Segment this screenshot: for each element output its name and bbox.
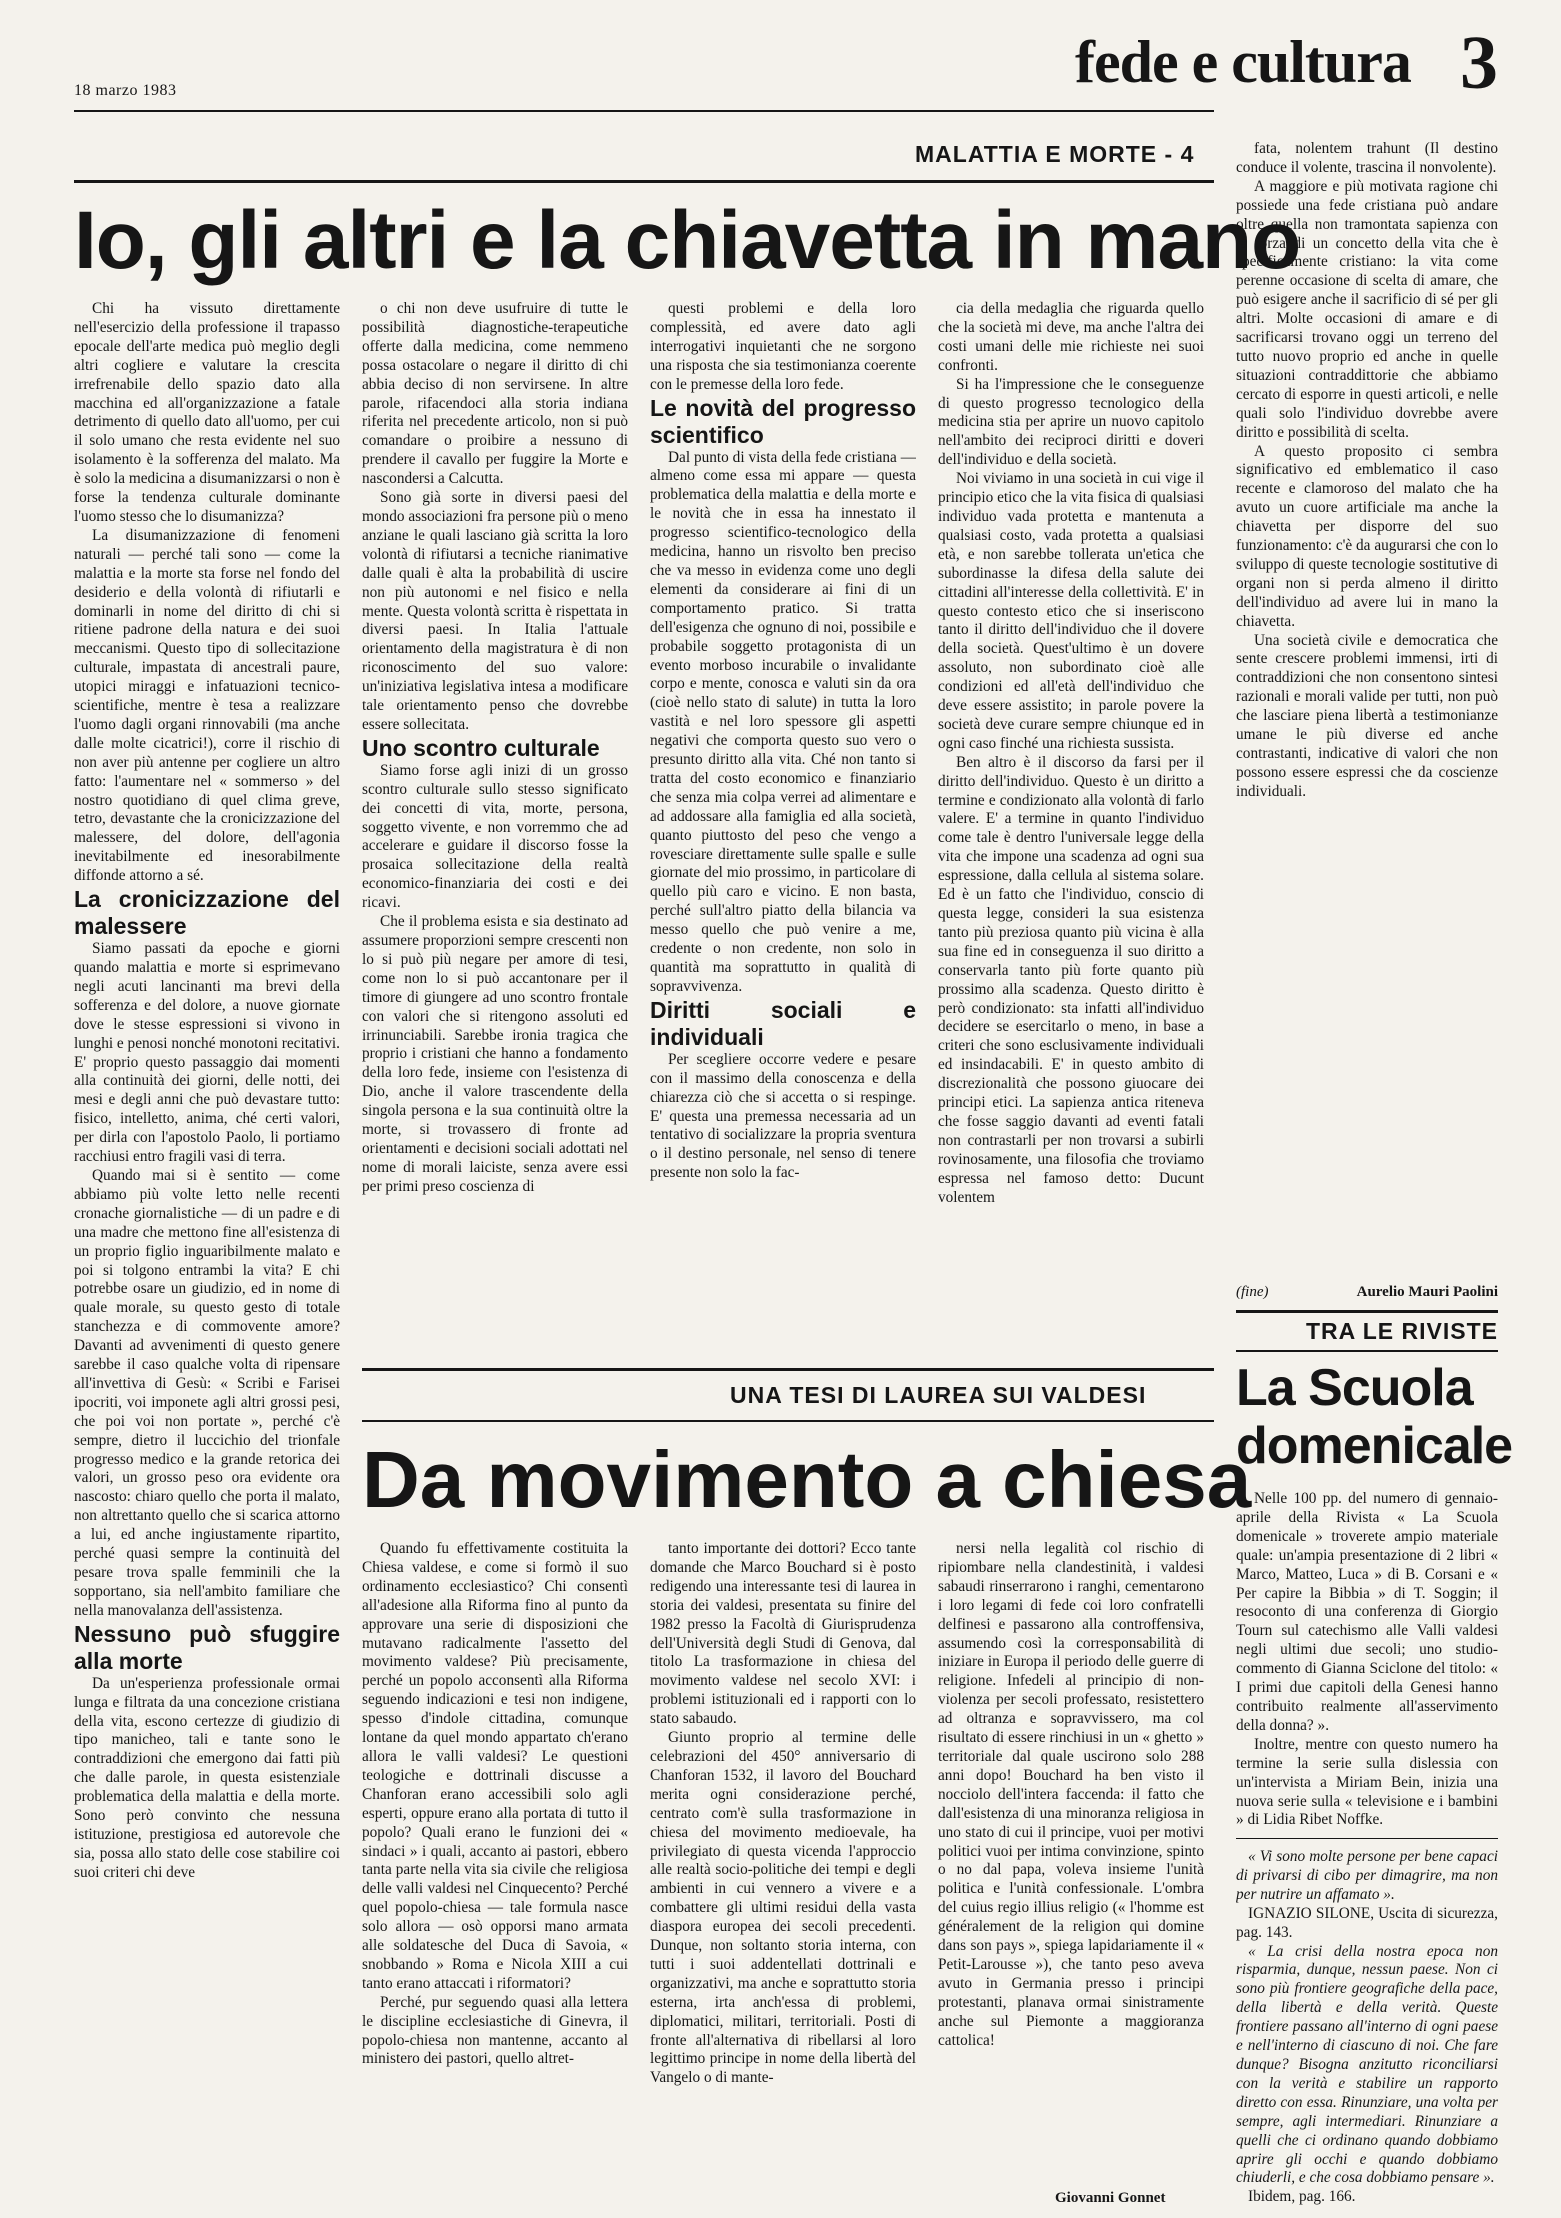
quote-box	[1236, 1848, 1498, 2213]
paragraph: nersi nella legalità col rischio di ripiombare nella clandestinità, i valdesi sabaudi rinserrarono i ranghi, cementarono i loro legami di fede coi loro confratelli delfinesi e passarono alla controffensiva, assumendo così la corresponsabilità di iniziare in Europa il periodo delle guerre di religione. Infedeli al principio di non-violenza per secoli professato, resistettero ad oltranza e sopravvissero, ma col risultato di essere rinchiusi in un « ghetto » territoriale dal quale uscirono solo 288 anni dopo! Bouchard ha ben visto il nocciolo dell'intera faccenda: il fatto che dall'esistenza di una minoranza religiosa in uno stato di cui il principe, vuoi per motivi politici vuoi per intima convinzione, spinto o no dal papa, voleva insieme l'unità politica e l'unità confessionale. L'ombra del cuius regio illius religio (« l'homme est généralement de la religion qui domine dans son pays », spiega lapidariamente il « Petit-Larousse »), che tanto peso aveva avuto in Germania presso i principi protestanti, planava ormai sinistramente anche sul Piemonte a maggioranza cattolica!	[938, 1540, 1204, 2049]
riviste-title-line1: La Scuola	[1236, 1359, 1473, 1417]
paragraph: questi problemi e della loro complessità, ed avere dato agli interrogativi inquietanti che ne sorgono una risposta che sia testimonianza coerente con le premesse della loro fede.	[650, 300, 916, 393]
riviste-kicker: TRA LE RIVISTE	[1305, 1318, 1498, 1344]
paragraph: Dal punto di vista della fede cristiana — almeno come essa mi appare — questa problematica della malattia e della morte e le novità che in essa ha innestato il progresso scientifico-tecnologico della medicina, hanno un risvolto ben preciso che va messo in evidenza come uno degli elementi da considerare ai fini di un comportamento pratico. Si tratta dell'esigenza che ognuno di noi, possibile e probabile soggetto protagonista di un evento morboso incurabile o invalidante corpo e mente, conosca e valuti sin da ora (cioè nello stato di salute) in tutta la loro vastità e nel loro spessore gli aspetti negativi che comporta questo suo vero o presunto diritto alla vita. Ché non tanto si tratta del costo economico e finanziario che senza mia colpa verrei ad alimentare e ad addossare alla famiglia ed alla società, quanto piuttosto del peso che vengo a rovesciare direttamente sulle spalle e sulle giornate del mio prossimo, in particolare di quello più caro e vicino. E non basta, perché sull'altro piatto della bilancia va messo quello che può venire a me, credente o non credente, non solo in quantità ma soprattutto in qualità di sopravvivenza.	[650, 448, 916, 995]
article1-column-1	[74, 300, 340, 2210]
article2-top-rule	[362, 1368, 1214, 1371]
article1-top-rule	[74, 180, 1214, 183]
paragraph: Che il problema esista e sia destinato ad assumere proporzioni sempre crescenti non lo si può più negare per amore di tesi, come non lo si può accantonare per il timore di giungere ad uno scontro frontale con valori che si ritengono assoluti ed irrinunciabili. Sarebbe ironia tragica che proprio i cristiani che hanno a fondamento della loro fede, insieme con l'esistenza di Dio, anche il valore trascendente della singola persona e la sua continuità oltre la morte, si trovassero di fronte ad orientamenti e decisioni sociali adottati nel nome di morali laiciste, senza avere essi per primi preso coscienza di	[362, 913, 628, 1195]
article1-column-2	[362, 300, 628, 1345]
paragraph: Chi ha vissuto direttamente nell'esercizio della professione il trapasso epocale dell'arte medica può meglio degli altri cogliere e valutare la crescita irrefrenabile dello spazio dato alla macchina ed all'organizzazione a fatale detrimento di quello dato all'uomo, per cui il solo umano che resta evidente nel suo isolamento è la sofferenza del malato. Ma è solo la medicina a disumanizzarsi o non è forse la tendenza culturale dominante l'uomo stesso che lo disumanizza?	[74, 300, 340, 525]
paragraph: Noi viviamo in una società in cui vige il principio etico che la vita fisica di qualsiasi individuo vada protetta e mantenuta a qualsiasi costo, vada protetta a qualsiasi età, e non sarebbe tollerata un'etica che subordinasse la difesa della salute dei cittadini all'interesse della collettività. E' in questo contesto etico che si inseriscono tanto il diritto dell'individuo che il dovere della società. Quest'ultimo è un dovere assoluto, non subordinato cioè alle condizioni ed all'età dell'individuo che deve essere assistito; in parole povere la società deve curare sempre chiunque ed in ogni caso finché una richiesta sussista.	[938, 470, 1204, 752]
article2-column-3	[938, 1540, 1204, 2170]
paragraph: Ben altro è il discorso da farsi per il diritto dell'individuo. Questo è un diritto a termine e condizionato alla volontà di farlo valere. E' a termine in quanto l'individuo come tale è dentro l'universale legge della vita che impone una scadenza ad ogni sua espressione, dalla cellula al sistema solare. Ed è un fatto che l'individuo, conscio di questa legge, consideri la sua esistenza tanto più preziosa quanto più vicina è alla sua fine ed in conseguenza il suo diritto a conservarla tanto più forte quanto più prossimo alla scadenza. Questo diritto è però condizionato: sta infatti all'individuo decidere se esercitarlo o meno, in base a criteri che sono esclusivamente individuali ed insindacabili. E' in questo ambito di discrezionalità che possono giuocare dei principi etici. La sapienza antica riteneva che fosse saggio davanti ad eventi fatali non contrastarli per non trovarsi a subirli rovinosamente, una filosofia che troviamo espressa nel famoso detto: Ducunt volentem	[938, 753, 1204, 1206]
quote-text: « La crisi della nostra epoca non risparmia, dunque, nessun paese. Non ci sono più frontiere geografiche della pace, della libertà e della verità. Queste frontiere passano all'interno di ogni paese e nell'interno di ciascuno di noi. Che fare dunque? Bisogna anzitutto riconciliarsi con la verità e stabilire un rapporto diretto con essa. Rinunziare, una volta per sempre, agli intermediari. Rinunziare a quelli che ci ordinano quando dobbiamo aprire gli occhi e quando dobbiamo chiuderli, e che cosa dobbiamo pensare ».	[1236, 1942, 1498, 2187]
paragraph: cia della medaglia che riguarda quello che la società mi deve, ma anche l'altra dei costi umani delle mie richieste nei suoi confronti.	[938, 300, 1204, 374]
subheading: Le novità del progresso scientifico	[650, 394, 916, 448]
article2-kicker: UNA TESI DI LAUREA SUI VALDESI	[730, 1382, 1147, 1408]
paragraph: Una società civile e democratica che sente crescere problemi immensi, irti di contraddizioni che non consentono sintesi razionali e morali valide per tutti, non può che lasciare piena libertà a testimonianze umane le più diverse ed anche contrastanti, indicative di valori che non possono essere espressi che da coscienze individuali.	[1236, 631, 1498, 800]
article1-title: Io, gli altri e la chiavetta in mano	[74, 195, 1301, 286]
riviste-body	[1236, 1490, 1498, 1830]
article1-column-4	[938, 300, 1204, 1345]
paragraph: fata, nolentem trahunt (Il destino conduce il volente, trascina il nonvolente).	[1236, 140, 1498, 176]
paragraph: Da un'esperienza professionale ormai lunga e filtrata da una concezione cristiana della vita, escono certezze di giudizio di tipo manicheo, tali e tante sono le contraddizioni che emergono dai fatti più che dalle parole, in questa esistenziale problematica della malattia e della morte. Sono però convinto che nessuna istituzione, prestigiosa ed autorevole che sia, possa allo stato delle cose stabilire coi suoi criteri chi deve	[74, 1674, 340, 1881]
article2-column-1	[362, 1540, 628, 2215]
paragraph: Giunto proprio al termine delle celebrazioni del 450° anniversario di Chanforan 1532, il lavoro del Bouchard merita ogni considerazione perché, centrato com'è sulla trasformazione in chiesa del movimento medioevale, ha privilegiato di questa vicenda l'approccio alle realtà socio-politiche dei tempi e degli ambienti in cui vennero a vivere e a combattere gli ultimi residui della vasta diaspora europea dei secoli precedenti. Dunque, non soltanto storia interna, con tutti i suoi addentellati dottrinali e organizzativi, ma anche e soprattutto storia esterna, irta anch'essa di problemi, diplomatici, militari, territoriali. Posti di fronte all'alternativa di ribellarsi al loro legittimo principe in nome della libertà del Vangelo o di mante-	[650, 1729, 916, 2087]
subheading: Diritti sociali e individuali	[650, 996, 916, 1050]
paragraph: Inoltre, mentre con questo numero ha termine la serie sulla dislessia con un'intervista a Miriam Bein, inizia una nuova serie sulla « televisione e i bambini » di Lidia Ribet Noffke.	[1236, 1735, 1498, 1829]
riviste-title-line2: domenicale	[1236, 1417, 1513, 1475]
article2-title: Da movimento a chiesa	[362, 1435, 1252, 1524]
paragraph: Quando fu effettivamente costituita la Chiesa valdese, e come si formò il suo ordinamento ecclesiastico? Chi consentì all'adesione alla Riforma fino al punto da approvare una serie di disposizioni che mutavano radicalmente l'assetto del movimento valdese? Più precisamente, perché un popolo acconsentì alla Riforma seguendo indicazioni e tesi non indigene, spesso d'indole cittadina, comunque lontane da quel mondo appartato ch'erano allora le valli valdesi? Le questioni teologiche e dottrinali discusse a Chanforan erano accessibili solo agli esperti, oppure erano alla portata di tutto il popolo? Quali erano le funzioni dei « sindaci » i quali, accanto ai pastori, ebbero tanta parte nella vita sia civile che religiosa delle valli valdesi nel Cinquecento? Perché quel popolo-chiesa — tale formula nasce solo allora — osò opporsi mano armata alle soldatesche del Duca di Savoia, « snobbando » Roma e Nicola XIII a cui tanto erano attaccati i riformatori?	[362, 1540, 628, 1992]
paragraph: Nelle 100 pp. del numero di gennaio-aprile della Rivista « La Scuola domenicale » troverete ampio materiale quale: un'ampia presentazione di 2 libri « Marco, Matteo, Luca » di B. Corsani e « Per capire la Bibbia » di T. Soggin; il resoconto di una conferenza di Giorgio Tourn sul catechismo alle Valli valdesi negli ultimi due secoli; uno studio-commento di Gianna Sciclone del titolo: « I primi due capitoli della Genesi hanno contribuito realmente all'asservimento della donna? ».	[1236, 1490, 1498, 1734]
article2-rule	[362, 1420, 1214, 1422]
paragraph: Siamo passati da epoche e giorni quando malattia e morte si esprimevano negli acuti lancinanti ma brevi della sofferenza e del dolore, a nuove giornate dove le stesse espressioni si vivono in lunghi e penosi nonché monotoni recitativi. E' proprio questo passaggio dai momenti alla continuità dei giorni, delle notti, dei mesi e degli anni che può devastare tutto: fisico, intelletto, anima, ché certi valori, per dirla con l'apostolo Paolo, li portiamo racchiusi entro fragili vasi di terra.	[74, 940, 340, 1166]
paragraph: Siamo forse agli inizi di un grosso scontro culturale sullo stesso significato dei concetti di vita, morte, persona, soggetto vivente, e non vorremmo che ad accelerare e guidare il discorso fosse la prosaica sollecitazione della realtà economico-finanziaria dei costi e dei ricavi.	[362, 761, 628, 912]
issue-date: 18 marzo 1983	[74, 82, 177, 99]
article2-column-2	[650, 1540, 916, 2215]
signature-note: (fine)	[1236, 1284, 1269, 1300]
paragraph: A maggiore e più motivata ragione chi possiede una fede cristiana può andare oltre quella non tramontata sapienza con la forza di un concetto della vita che è specificamente cristiano: la vita come perenne occasione di scelta di amare, che può esigere anche il sacrificio di sé per gli altri. Molte occasioni di amare e di sacrificarsi trovano oggi un terreno del tutto nuovo proprio ed anche in quelle situazioni contraddittorie che abbiamo cercato di esporre in questi articoli, e nelle quali solo l'individuo dovrebbe avere diritto e possibilità di scelta.	[1236, 177, 1498, 441]
riviste-top-rule	[1236, 1310, 1498, 1313]
article2-signature: Giovanni Gonnet	[1055, 2190, 1166, 2206]
paragraph: Perché, pur seguendo quasi alla lettera le discipline ecclesiastiche di Ginevra, il popolo-chiesa non mantenne, accanto al ministero dei pastori, quello altret-	[362, 1993, 628, 2068]
article1-kicker: MALATTIA E MORTE - 4	[915, 141, 1195, 167]
article1-column-3	[650, 300, 916, 1345]
quote-text: « Vi sono molte persone per bene capaci di privarsi di cibo per dimagrire, ma non per nutrire un affamato ».	[1236, 1848, 1498, 1903]
riviste-rule	[1236, 1350, 1498, 1352]
article1-signature	[1236, 1284, 1498, 1301]
section-title: fede e cultura	[1075, 29, 1411, 95]
subheading: Uno scontro culturale	[362, 734, 600, 761]
quote-rule	[1236, 1838, 1498, 1839]
paragraph: Si ha l'impressione che le conseguenze di questo progresso tecnologico della medicina stia per aprire un nuovo capitolo nell'ambito dei reciproci diritti e doveri dell'individuo e della società.	[938, 375, 1204, 469]
quote-source: IGNAZIO SILONE, Uscita di sicurezza, pag. 143.	[1236, 1904, 1498, 1941]
header-rule	[74, 110, 1214, 112]
paragraph: Per scegliere occorre vedere e pesare con il massimo della conoscenza e della chiarezza ciò che si accetta o si respinge. E' questa una premessa necessaria ad un tentativo di socializzare la propria sventura o il destino personale, nel senso di tenere presente non solo la fac-	[650, 1050, 916, 1182]
paragraph: La disumanizzazione di fenomeni naturali — perché tali sono — come la malattia e la morte sta forse nel fondo del desiderio e della volontà di rifiutarli e dominarli in nome del diritto di chi si ritiene padrone della natura e dei suoi meccanismi. Questo tipo di sollecitazione culturale, impastata di ancestrali paure, utopici miraggi e infatuazioni tecnico-scientifiche, mentre è tesa a realizzare l'uomo dagli organi rinnovabili (ma anche dalle molte cicatrici!), corre il rischio di non aver più antenne per cogliere un altro fatto: l'aumentare nel « sommerso » del nostro quotidiano di quel clima greve, tetro, devastante che la cronicizzazione del malessere, del dolore, dell'agonia inevitabilmente ed inesorabilmente diffonde attorno a sé.	[74, 526, 340, 885]
paragraph: tanto importante dei dottori? Ecco tante domande che Marco Bouchard si è posto redigendo una interessante tesi di laurea in storia dei valdesi, presentata su finire del 1982 presso la Facoltà di Giurisprudenza dell'Università degli Studi di Genova, dal titolo La trasformazione in chiesa del movimento valdese nel secolo XVI: i problemi istituzionali ed i rapporti con lo stato sabaudo.	[650, 1540, 916, 1728]
subheading: Nessuno può sfuggire alla morte	[74, 1620, 340, 1674]
paragraph: A questo proposito ci sembra significativo ed emblematico il caso recente e clamoroso del malato che ha avuto un cuore artificiale ma anche la chiavetta per disporre del suo funzionamento: c'è da augurarsi che con lo sviluppo di queste tecnologie sostitutive di organi non si perda almeno il diritto dell'individuo ad avere lui in mano la chiavetta.	[1236, 442, 1498, 630]
page-number: 3	[1460, 21, 1498, 105]
paragraph: Sono già sorte in diversi paesi del mondo associazioni fra persone più o meno anziane le quali lasciano già scritta la loro volontà di rifiutarsi a tecniche rianimative dalle quali è alta la probabilità di uscire non più autonomi e nel fisico e nella mente. Questa volontà scritta è rispettata in diversi paesi. In Italia l'attuale orientamento della magistratura è di non riconoscimento del suo valore: un'iniziativa legislativa intesa a modificare tale orientamento penso che dovrebbe essere sollecitata.	[362, 489, 628, 733]
quote-source: Ibidem, pag. 166.	[1248, 2188, 1356, 2206]
article1-column-5	[1236, 140, 1498, 1280]
paragraph: Quando mai si è sentito — come abbiamo più volte letto nelle recenti cronache giornalistiche — di un padre e di una madre che mettono fine all'esistenza di un proprio figlio inguaribilmente malato e poi si tolgono entrambi la vita? E chi potrebbe osare un giudizio, ed in nome di quale morale, su questo gesto di totale stanchezza e di commovente amore? Davanti ad avvenimenti di questo genere sarebbe il caso qualche volta di ripensare all'invettiva di Gesù: « Scribi e Farisei ipocriti, voi imponete agli altri grossi pesi, che poi voi non portate », perché c'è sempre, dietro il luccichio del trionfale progresso medico e la grande retorica dei valori, un grosso peso ora evidente ora nascosto: chiaro quello che porta il malato, non altrettanto quello che si scarica attorno a lui, ed anche ingiustamente ripartito, perché quasi sempre la continuità del pesare trova spalle femminili che la sopportano, sia nell'ambito familiare che nella manovalanza dell'assistenza.	[74, 1166, 340, 1619]
author-name: Aurelio Mauri Paolini	[1356, 1284, 1498, 1300]
subheading: La cronicizzazione del malessere	[74, 886, 340, 940]
paragraph: o chi non deve usufruire di tutte le possibilità diagnostiche-terapeutiche offerte dalla medicina, come nemmeno possa ostacolare o negare il diritto di chi abbia deciso di non servirsene. In altre parole, rifacendoci alla storia indiana riferita nel precedente articolo, non si può comandare o proibire a nessuno di prendere il cavallo per fuggire la Morte e nascondersi a Calcutta.	[362, 300, 628, 488]
